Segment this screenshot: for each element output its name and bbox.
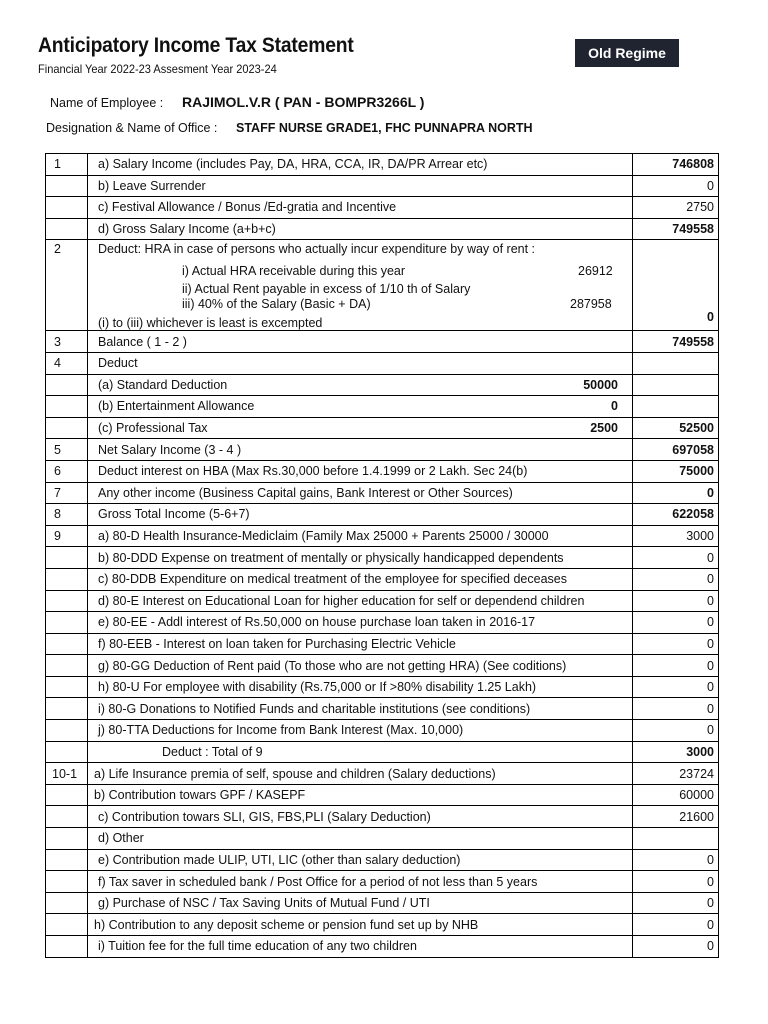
row-description: b) Contribution towars GPF / KASEPF	[88, 784, 633, 806]
row-amount: 0	[633, 914, 719, 936]
row-amount: 60000	[633, 784, 719, 806]
regime-badge: Old Regime	[575, 39, 679, 67]
row-amount	[633, 828, 719, 850]
row-description: c) Contribution towars SLI, GIS, FBS,PLI (Salary Deduction)	[88, 806, 633, 828]
table-row	[46, 892, 719, 914]
hra-item-ii: ii) Actual Rent payable in excess of 1/10 th of Salary	[182, 282, 471, 297]
row-amount: 0	[633, 633, 719, 655]
row-description: a) 80-D Health Insurance-Mediclaim (Family Max 25000 + Parents 25000 / 30000	[88, 525, 633, 547]
row-amount: 749558	[633, 218, 719, 240]
employee-value: RAJIMOL.V.R ( PAN - BOMPR3266L )	[182, 94, 425, 110]
table-row	[46, 197, 719, 219]
row-amount: 2750	[633, 197, 719, 219]
table-row	[46, 439, 719, 461]
row-sub-value: 50000	[583, 377, 618, 392]
row-description: h) Contribution to any deposit scheme or pension fund set up by NHB	[88, 914, 633, 936]
row-description: (a) Standard Deduction	[98, 377, 228, 392]
table-row	[46, 568, 719, 590]
row-amount: 746808	[633, 154, 719, 176]
table-row	[46, 590, 719, 612]
row-description: d) Gross Salary Income (a+b+c)	[88, 218, 633, 240]
row-description: b) Leave Surrender	[88, 175, 633, 197]
table-row	[46, 331, 719, 353]
row-amount: 0	[633, 612, 719, 634]
row-description: g) Purchase of NSC / Tax Saving Units of Mutual Fund / UTI	[88, 892, 633, 914]
table-row	[46, 763, 719, 785]
row-description: Balance ( 1 - 2 )	[88, 331, 633, 353]
row-number: 3	[46, 331, 88, 353]
table-row	[46, 936, 719, 958]
employee-label: Name of Employee :	[50, 96, 164, 110]
table-row	[46, 504, 719, 526]
table-row	[46, 828, 719, 850]
table-row	[46, 871, 719, 893]
row-amount: 0	[633, 936, 719, 958]
row-amount: 0	[633, 720, 719, 742]
row-amount: 0	[633, 676, 719, 698]
table-row	[46, 784, 719, 806]
row-amount: 0	[633, 568, 719, 590]
table-row	[46, 396, 719, 418]
row-description: Deduct : Total of 9	[88, 741, 633, 763]
row-description: d) Other	[88, 828, 633, 850]
row-description: a) Life Insurance premia of self, spouse and children (Salary deductions)	[88, 763, 633, 785]
hra-item-iii: iii) 40% of the Salary (Basic + DA)	[182, 297, 371, 312]
row-number: 7	[46, 482, 88, 504]
row-amount: 697058	[633, 439, 719, 461]
row-description: Deduct	[88, 352, 633, 374]
table-row	[46, 482, 719, 504]
table-row	[46, 806, 719, 828]
table-row	[46, 633, 719, 655]
table-row	[46, 525, 719, 547]
row-description: Deduct interest on HBA (Max Rs.30,000 before 1.4.1999 or 2 Lakh. Sec 24(b)	[88, 460, 633, 482]
row-description: a) Salary Income (includes Pay, DA, HRA, CCA, IR, DA/PR Arrear etc)	[88, 154, 633, 176]
row-amount: 0	[633, 892, 719, 914]
table-row	[46, 417, 719, 439]
row-amount: 0	[633, 698, 719, 720]
table-row	[46, 352, 719, 374]
row-description: b) 80-DDD Expense on treatment of mentally or physically handicapped dependents	[88, 547, 633, 569]
row-description: e) Contribution made ULIP, UTI, LIC (other than salary deduction)	[88, 849, 633, 871]
table-row	[46, 154, 719, 176]
row-amount: 0	[633, 871, 719, 893]
row-number: 2	[46, 240, 88, 331]
row-amount: 0	[633, 175, 719, 197]
row-sub-value: 0	[611, 399, 618, 414]
hra-item-iii-value: 287958	[570, 297, 612, 312]
row-sub-value: 2500	[590, 421, 618, 436]
table-row	[46, 676, 719, 698]
row-description: c) 80-DDB Expenditure on medical treatment of the employee for specified deceases	[88, 568, 633, 590]
row-description: Gross Total Income (5-6+7)	[88, 504, 633, 526]
row-number: 10-1	[46, 763, 88, 785]
table-row	[46, 849, 719, 871]
row-number: 5	[46, 439, 88, 461]
table-row	[46, 655, 719, 677]
row-description: Net Salary Income (3 - 4 )	[88, 439, 633, 461]
row-amount: 749558	[633, 331, 719, 353]
row-description: i) Tuition fee for the full time education of any two children	[88, 936, 633, 958]
table-row	[46, 698, 719, 720]
row-amount: 0	[633, 482, 719, 504]
row-amount: 0	[633, 655, 719, 677]
row-number: 9	[46, 525, 88, 547]
row-amount: 52500	[633, 417, 719, 439]
row-number: 8	[46, 504, 88, 526]
row-description: e) 80-EE - Addl interest of Rs.50,000 on house purchase loan taken in 2016-17	[88, 612, 633, 634]
hra-title: Deduct: HRA in case of persons who actually incur expenditure by way of rent :	[98, 242, 536, 257]
designation-value: STAFF NURSE GRADE1, FHC PUNNAPRA NORTH	[236, 121, 533, 135]
table-row	[46, 175, 719, 197]
row-amount: 75000	[633, 460, 719, 482]
document-title: Anticipatory Income Tax Statement	[38, 34, 354, 57]
row-description: f) 80-EEB - Interest on loan taken for Purchasing Electric Vehicle	[88, 633, 633, 655]
financial-year: Financial Year 2022-23 Assesment Year 2023-24	[38, 62, 277, 76]
table-row	[46, 218, 719, 240]
table-row	[46, 914, 719, 936]
row-amount: 0	[633, 849, 719, 871]
row-amount: 0	[633, 547, 719, 569]
row-description: c) Festival Allowance / Bonus /Ed-gratia and Incentive	[88, 197, 633, 219]
row-description: (c) Professional Tax	[98, 421, 208, 436]
row-description: f) Tax saver in scheduled bank / Post Office for a period of not less than 5 years	[88, 871, 633, 893]
row-amount: 0	[633, 590, 719, 612]
row-amount: 21600	[633, 806, 719, 828]
row-amount: 3000	[633, 741, 719, 763]
table-row	[46, 741, 719, 763]
row-amount: 3000	[633, 525, 719, 547]
row-amount: 23724	[633, 763, 719, 785]
table-row	[46, 720, 719, 742]
row-description: i) 80-G Donations to Notified Funds and charitable institutions (see conditions)	[88, 698, 633, 720]
table-row	[46, 374, 719, 396]
row-description: j) 80-TTA Deductions for Income from Bank Interest (Max. 10,000)	[88, 720, 633, 742]
table-row	[46, 547, 719, 569]
hra-item-i: i) Actual HRA receivable during this year	[182, 264, 406, 279]
row-description: g) 80-GG Deduction of Rent paid (To those who are not getting HRA) (See coditions)	[88, 655, 633, 677]
row-amount: 622058	[633, 504, 719, 526]
table-row	[46, 612, 719, 634]
row-description: (b) Entertainment Allowance	[98, 399, 255, 414]
row-amount: 0	[633, 240, 719, 331]
row-number: 6	[46, 460, 88, 482]
row-description: h) 80-U For employee with disability (Rs.75,000 or If >80% disability 1.25 Lakh)	[88, 676, 633, 698]
hra-least-note: (i) to (iii) whichever is least is excempted	[98, 316, 323, 331]
hra-item-i-value: 26912	[578, 264, 613, 279]
row-description: d) 80-E Interest on Educational Loan for higher education for self or dependend children	[88, 590, 633, 612]
row-description: Any other income (Business Capital gains, Bank Interest or Other Sources)	[88, 482, 633, 504]
designation-label: Designation & Name of Office :	[46, 121, 218, 135]
table-row	[46, 460, 719, 482]
tax-table	[45, 153, 719, 958]
table-row-hra	[46, 240, 719, 331]
row-number: 1	[46, 154, 88, 176]
row-number: 4	[46, 352, 88, 374]
